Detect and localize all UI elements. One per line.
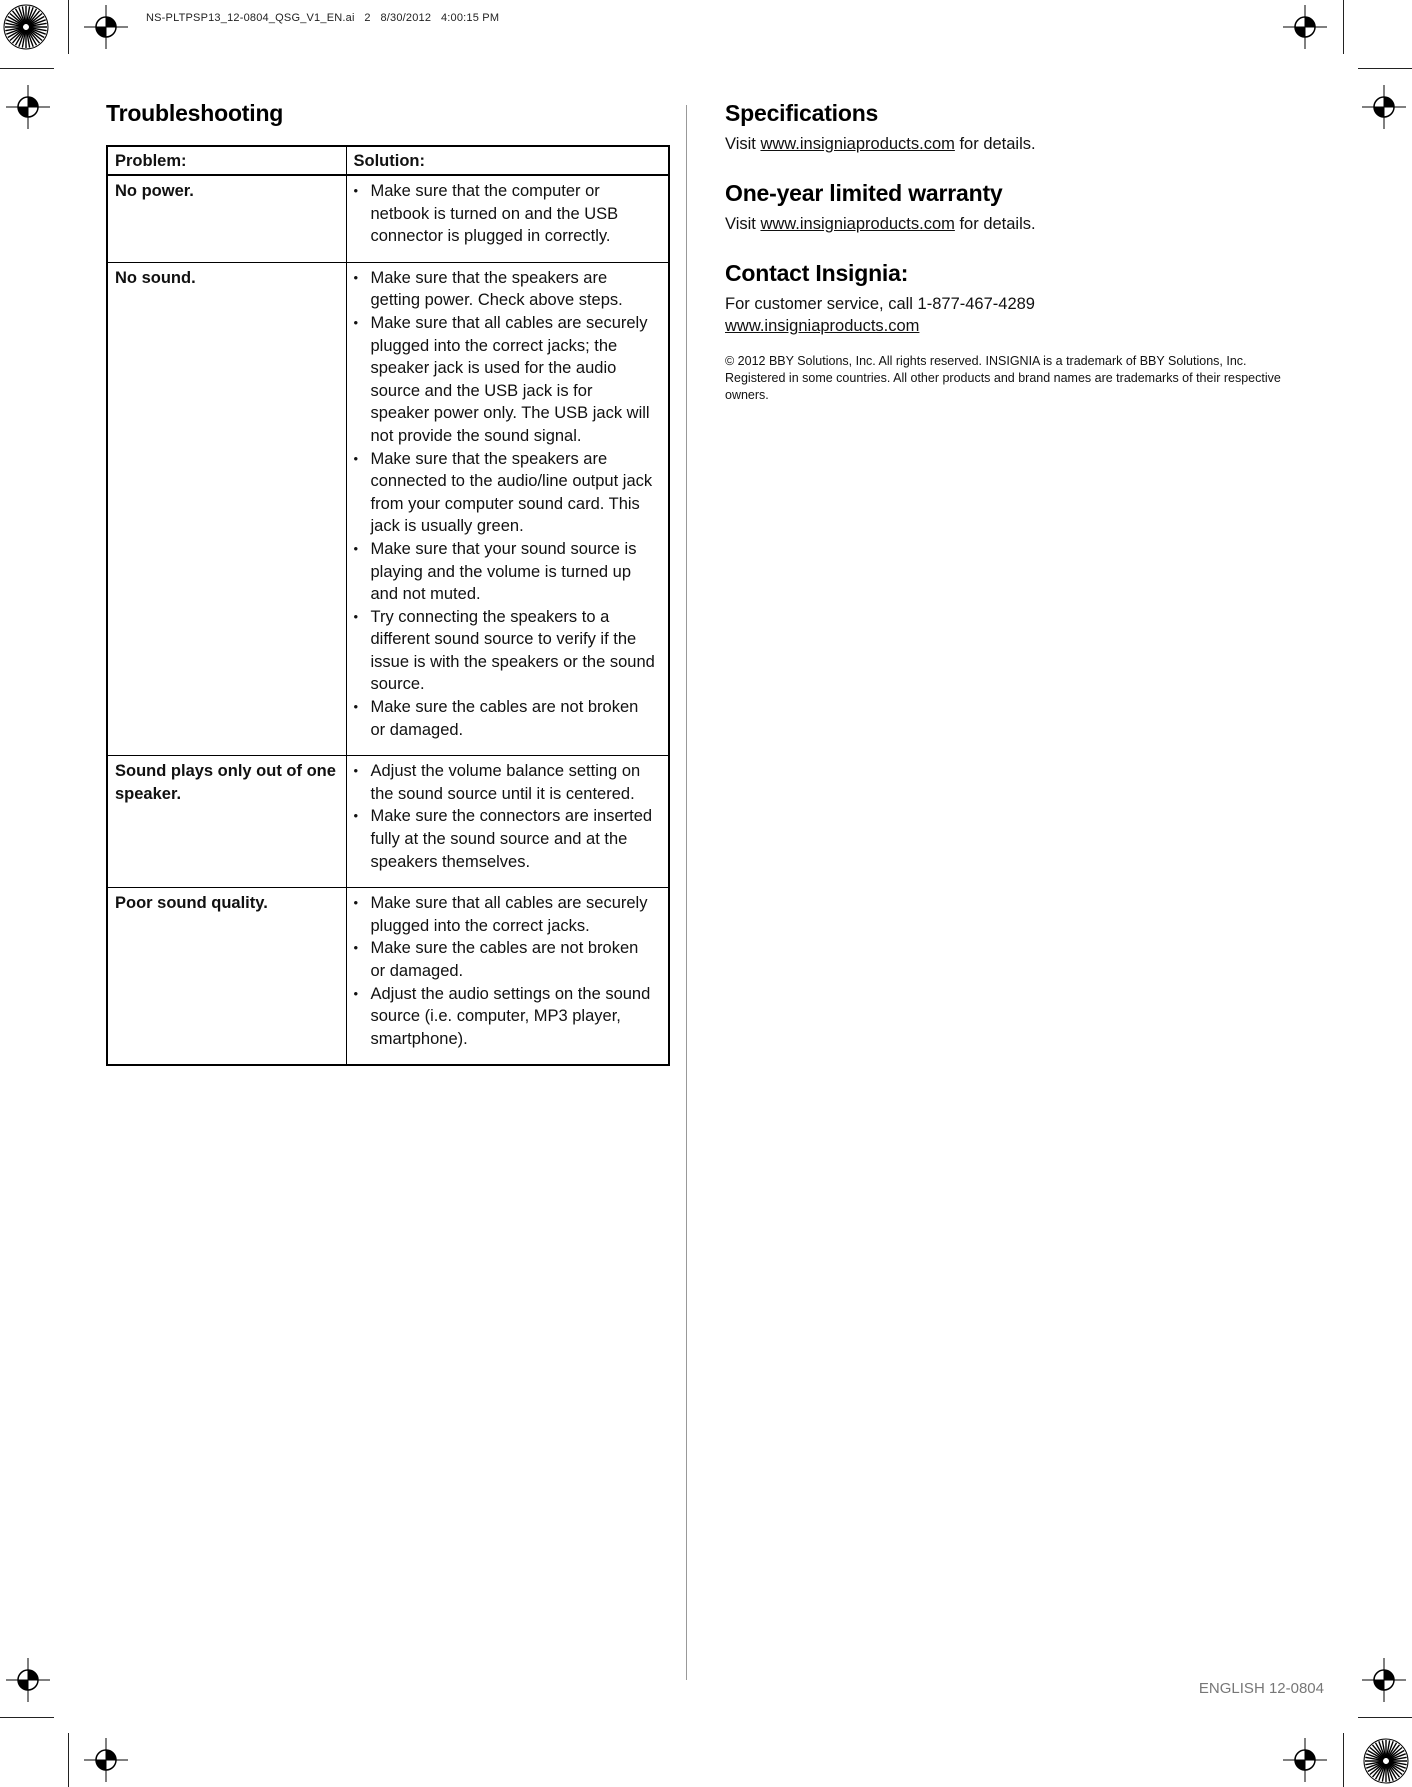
list-item: • Make sure that your sound source is playing and the volume is turned up and not muted. (353, 539, 637, 604)
crop-mark (68, 0, 69, 54)
bullet-icon: • (353, 540, 359, 556)
troubleshooting-table (106, 145, 670, 1066)
registration-mark-icon (84, 1738, 128, 1782)
solution-cell (346, 888, 669, 1066)
troubleshooting-heading: Troubleshooting (106, 100, 284, 126)
crop-mark (1343, 0, 1344, 54)
solution-cell (346, 756, 669, 888)
bullet-icon: • (353, 314, 359, 330)
troubleshooting-section (106, 100, 670, 1066)
bullet-icon: • (353, 608, 359, 624)
list-item: • Adjust the audio settings on the sound source (i.e. computer, MP3 player, smartphone). (353, 984, 651, 1048)
registration-mark-icon (1283, 5, 1327, 49)
list-item: • Make sure that the speakers are connected to the audio/line output jack from your computer sound card. This jack is usually green. (353, 449, 653, 536)
solution-cell (346, 175, 669, 262)
specifications-section (725, 100, 1285, 155)
solution-list (354, 180, 662, 248)
table-header-row (107, 146, 669, 175)
bullet-icon: • (353, 269, 359, 285)
contact-link[interactable]: www.insigniaproducts.com (725, 317, 920, 335)
list-item: • Make sure the connectors are inserted fully at the sound source and at the speakers themselves. (353, 807, 653, 871)
legal-notice: © 2012 BBY Solutions, Inc. All rights reserved. INSIGNIA is a trademark of BBY Solutions, Inc. Registered in some countries. All other products and brand names are trademarks of their respective owners. (725, 354, 1281, 402)
warranty-heading: One-year limited warranty (725, 180, 1003, 206)
column-header-problem: Problem: (107, 146, 346, 175)
registration-mark-icon (84, 5, 128, 49)
list-item: • Adjust the volume balance setting on the sound source until it is centered. (353, 762, 641, 803)
crop-mark (1343, 1733, 1344, 1787)
specifications-text: Visit www.insigniaproducts.com for details. (725, 135, 1036, 153)
file-slug-line: NS-PLTPSP13_12-0804_QSG_V1_EN.ai 2 8/30/2012 4:00:15 PM (146, 12, 500, 24)
bullet-icon: • (353, 699, 359, 715)
list-item: • Make sure the cables are not broken or damaged. (353, 698, 639, 739)
info-column (725, 100, 1285, 404)
registration-mark-icon (1283, 1738, 1327, 1782)
bullet-icon: • (353, 183, 359, 198)
problem-cell: No power. (107, 175, 346, 262)
table-row (107, 756, 669, 888)
bullet-icon: • (353, 450, 359, 466)
problem-cell: No sound. (107, 262, 346, 755)
bullet-icon: • (353, 985, 359, 1001)
contact-section (725, 260, 1285, 404)
contact-phone: For customer service, call 1-877-467-4289 (725, 295, 1035, 313)
table-row (107, 175, 669, 262)
specifications-heading: Specifications (725, 100, 879, 126)
specifications-link[interactable]: www.insigniaproducts.com (760, 135, 955, 153)
list-item: • Make sure that all cables are securely plugged into the correct jacks; the speaker jack is used for the audio source and the USB jack is for speaker power only. The USB jack will not provide the sound signal. (353, 313, 650, 445)
registration-mark-icon (6, 1658, 50, 1702)
crop-mark (0, 1717, 54, 1718)
crop-mark (1358, 1717, 1412, 1718)
bullet-icon: • (353, 895, 359, 911)
page-footer-code: ENGLISH 12-0804 (1198, 1680, 1324, 1697)
registration-mark-icon (1362, 1658, 1406, 1702)
warranty-link[interactable]: www.insigniaproducts.com (760, 215, 955, 233)
solution-list (354, 760, 662, 873)
bullet-icon: • (353, 808, 359, 824)
list-item: • Try connecting the speakers to a different sound source to verify if the issue is with the speakers or the sound source. (353, 607, 655, 694)
crop-mark (1358, 68, 1412, 69)
problem-cell: Poor sound quality. (107, 888, 346, 1066)
list-item: • Make sure the cables are not broken or damaged. (353, 939, 639, 980)
contact-heading: Contact Insignia: (725, 260, 909, 286)
table-row (107, 262, 669, 755)
warranty-section (725, 180, 1285, 235)
solution-list (354, 267, 662, 741)
bullet-icon: • (353, 763, 359, 779)
starburst-target-icon (3, 4, 49, 50)
registration-mark-icon (1362, 85, 1406, 129)
warranty-text: Visit www.insigniaproducts.com for details. (725, 215, 1036, 233)
solution-list (354, 892, 662, 1050)
list-item: • Make sure that all cables are securely plugged into the correct jacks. (353, 894, 648, 935)
solution-cell (346, 262, 669, 755)
column-header-solution: Solution: (346, 146, 669, 175)
starburst-target-icon (1363, 1738, 1409, 1784)
crop-mark (68, 1733, 69, 1787)
table-row (107, 888, 669, 1066)
bullet-icon: • (353, 940, 359, 956)
crop-mark (0, 68, 54, 69)
list-item: • Make sure that the speakers are getting power. Check above steps. (353, 268, 623, 310)
column-divider (686, 105, 687, 1680)
problem-cell: Sound plays only out of one speaker. (107, 756, 346, 888)
registration-mark-icon (6, 85, 50, 129)
list-item: • Make sure that the computer or netbook is turned on and the USB connector is plugged in correctly. (353, 182, 619, 246)
